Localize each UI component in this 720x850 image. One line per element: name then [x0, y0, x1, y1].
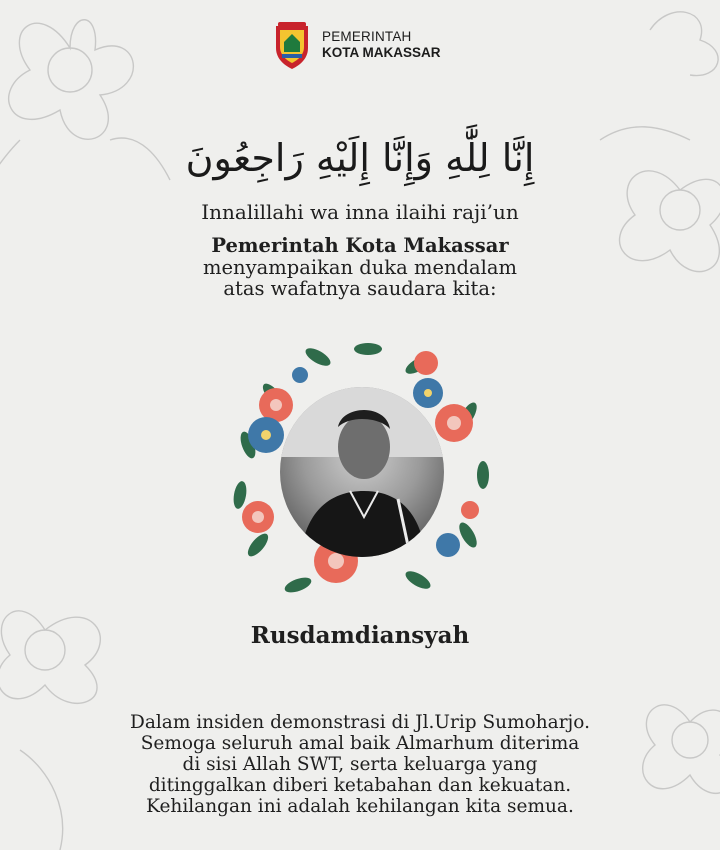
person-silhouette-icon: [280, 387, 444, 557]
portrait-photo: [280, 387, 444, 557]
memorial-portrait: [218, 335, 506, 615]
org-line-1: PEMERINTAH: [322, 29, 412, 44]
deceased-name: Rusdamdiansyah: [250, 622, 470, 649]
makassar-emblem-icon: [272, 20, 312, 70]
closing-line-5: Kehilangan ini adalah kehilangan kita semua.: [146, 796, 574, 817]
organization-name: [322, 29, 441, 61]
closing-line-1: Dalam insiden demonstrasi di Jl.Urip Sumoharjo.: [130, 712, 590, 733]
arabic-calligraphy: إِنَّا لِلَّٰهِ وَإِنَّا إِلَيْهِ رَاجِعُونَ: [185, 136, 535, 180]
header: [272, 20, 441, 70]
closing-line-2: Semoga seluruh amal baik Almarhum diterima: [140, 733, 580, 754]
closing-line-3: di sisi Allah SWT, serta keluarga yang: [182, 754, 538, 775]
condolence-message: [0, 712, 720, 817]
istirja-transliteration: Innalillahi wa inna ilaihi raji’un: [201, 200, 519, 224]
org-line-2: KOTA MAKASSAR: [322, 45, 441, 60]
closing-line-4: ditinggalkan diberi ketabahan dan kekuatan.: [148, 775, 572, 796]
announcement-line-1: menyampaikan duka mendalam: [203, 256, 517, 279]
announcing-organization: Pemerintah Kota Makassar: [211, 234, 509, 257]
announcement-line-2: atas wafatnya saudara kita:: [223, 277, 497, 300]
